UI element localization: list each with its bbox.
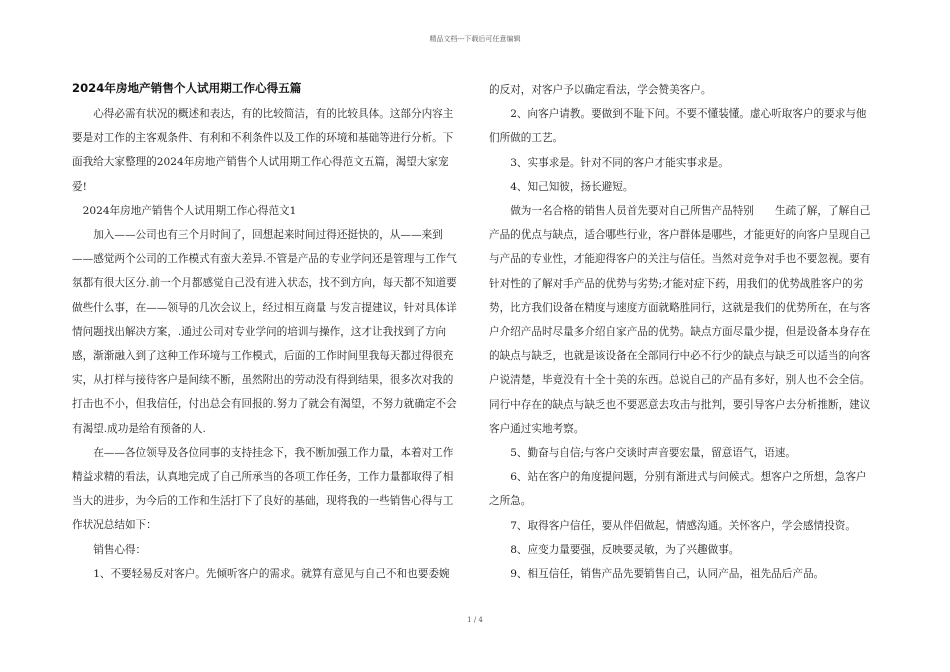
section-heading: 2024年房地产销售个人试用期工作心得范文1 bbox=[82, 204, 297, 217]
page-number: 1 / 4 bbox=[467, 616, 483, 624]
list-item: 3、实事求是。针对不同的客户才能实事求是。 bbox=[510, 156, 729, 169]
list-item: 9、相互信任，销售产品先要销售自己，认同产品，祖先品后产品。 bbox=[510, 568, 825, 581]
document-title: 2024年房地产销售个人试用期工作心得五篇 bbox=[72, 81, 302, 95]
list-item: 1、不要轻易反对客户。先倾听客户的需求。就算有意见与自己不和也要委婉 bbox=[93, 567, 450, 580]
list-item: 7、取得客户信任，要从伴侣做起，情感沟通。关怀客户，学会感情投资。 bbox=[510, 519, 856, 532]
list-item: 4、知己知彼，扬长避短。 bbox=[510, 180, 634, 193]
left-column bbox=[72, 78, 458, 586]
body-paragraph: 做为一名合格的销售人员首先要对自己所售产品特别 生疏了解，了解自己产品的优点与缺点，适合哪些行业，客户群体是哪些，才能更好的向客户呈现自己与产品的专业性，才能迎得客户的关注与信任。当然对竞争对手也不要忽视。要有针对性的了解对手产品的优势与劣势;才能对症下药，用我们的优势战胜客户的劣势，比方我们设备在精度与速度方面就略胜同行，这就是我们的优势所在，在与客户介绍产品时尽量多介绍自家产品的优势。缺点方面尽量少提，但是设备本身存在的缺点与缺乏，也就是该设备在全部同行中必不行少的缺点与缺乏可以适当的向客户说清楚，毕竟没有十全十美的东西。总说自己的产品有多好，别人也不会全信。同行中存在的缺点与缺乏也不要恶意去攻击与批判，要引导客户去分析推断，建议客户通过实地考察。 bbox=[489, 205, 871, 435]
list-item: 8、应变力量要强，反映要灵敏，为了兴趣做事。 bbox=[510, 543, 740, 556]
subheading: 销售心得： bbox=[93, 543, 147, 556]
body-paragraph: 在——各位领导及各位同事的支持挂念下，我不断加强工作力量，本着对工作精益求精的看法，认真地完成了自己所承当的各项工作任务，工作力量都取得了相当大的进步，为今后的工作和生活打下了良好的基础，现将我的一些销售心得与工作状况总结如下： bbox=[72, 446, 454, 532]
list-item: 6、站在客户的角度提问题，分别有渐进式与问候式。想客户之所想，急客户之所急。 bbox=[489, 471, 867, 508]
right-column bbox=[489, 78, 875, 586]
intro-paragraph: 心得必需有状况的概述和表达，有的比较简洁，有的比较具体。这部分内容主要是对工作的主客观条件、有利和不利条件以及工作的环境和基础等进行分析。下面我给大家整理的2024年房地产销售个人试用期工作心得范文五篇，渴望大家宠爱! bbox=[72, 108, 454, 193]
continuation-paragraph: 的反对，对客户予以确定看法，学会赞美客户。 bbox=[489, 84, 712, 96]
list-item: 2、向客户请教。要做到不耻下问。不要不懂装懂。虚心听取客户的要求与他们所做的工艺。 bbox=[489, 108, 867, 145]
list-item: 5、勤奋与自信;与客户交谈时声音要宏量，留意语气，语速。 bbox=[510, 447, 796, 460]
body-paragraph: 加入——公司也有三个月时间了，回想起来时间过得还挺快的，从——来到——感觉两个公司的工作模式有蛮大差异.不管是产品的专业学问还是管理与工作气氛都有很大区分.前一个月都感觉自己没有进入状态，找不到方向，每天都不知道要做些什么事，在——领导的几次会议上，经过相互商量 与发言提建议，针对具体详情问题找出解决方案，.通过公司对专业学问的培训与操作，这才让我找到了方向感，渐渐融入到了这种工作环境与工作模式，后面的工作时间里我每天都过得很充实，从打样与接待客户是间续不断，虽然附出的劳动没有得到结果，很多次对我的打击也不小，但我信任，付出总会有回报的.努力了就会有渴望，不努力就确定不会有渴望.成功是给有预备的人. bbox=[72, 229, 457, 435]
page-header: 精品文档---下载后可任意编辑 bbox=[429, 35, 521, 43]
